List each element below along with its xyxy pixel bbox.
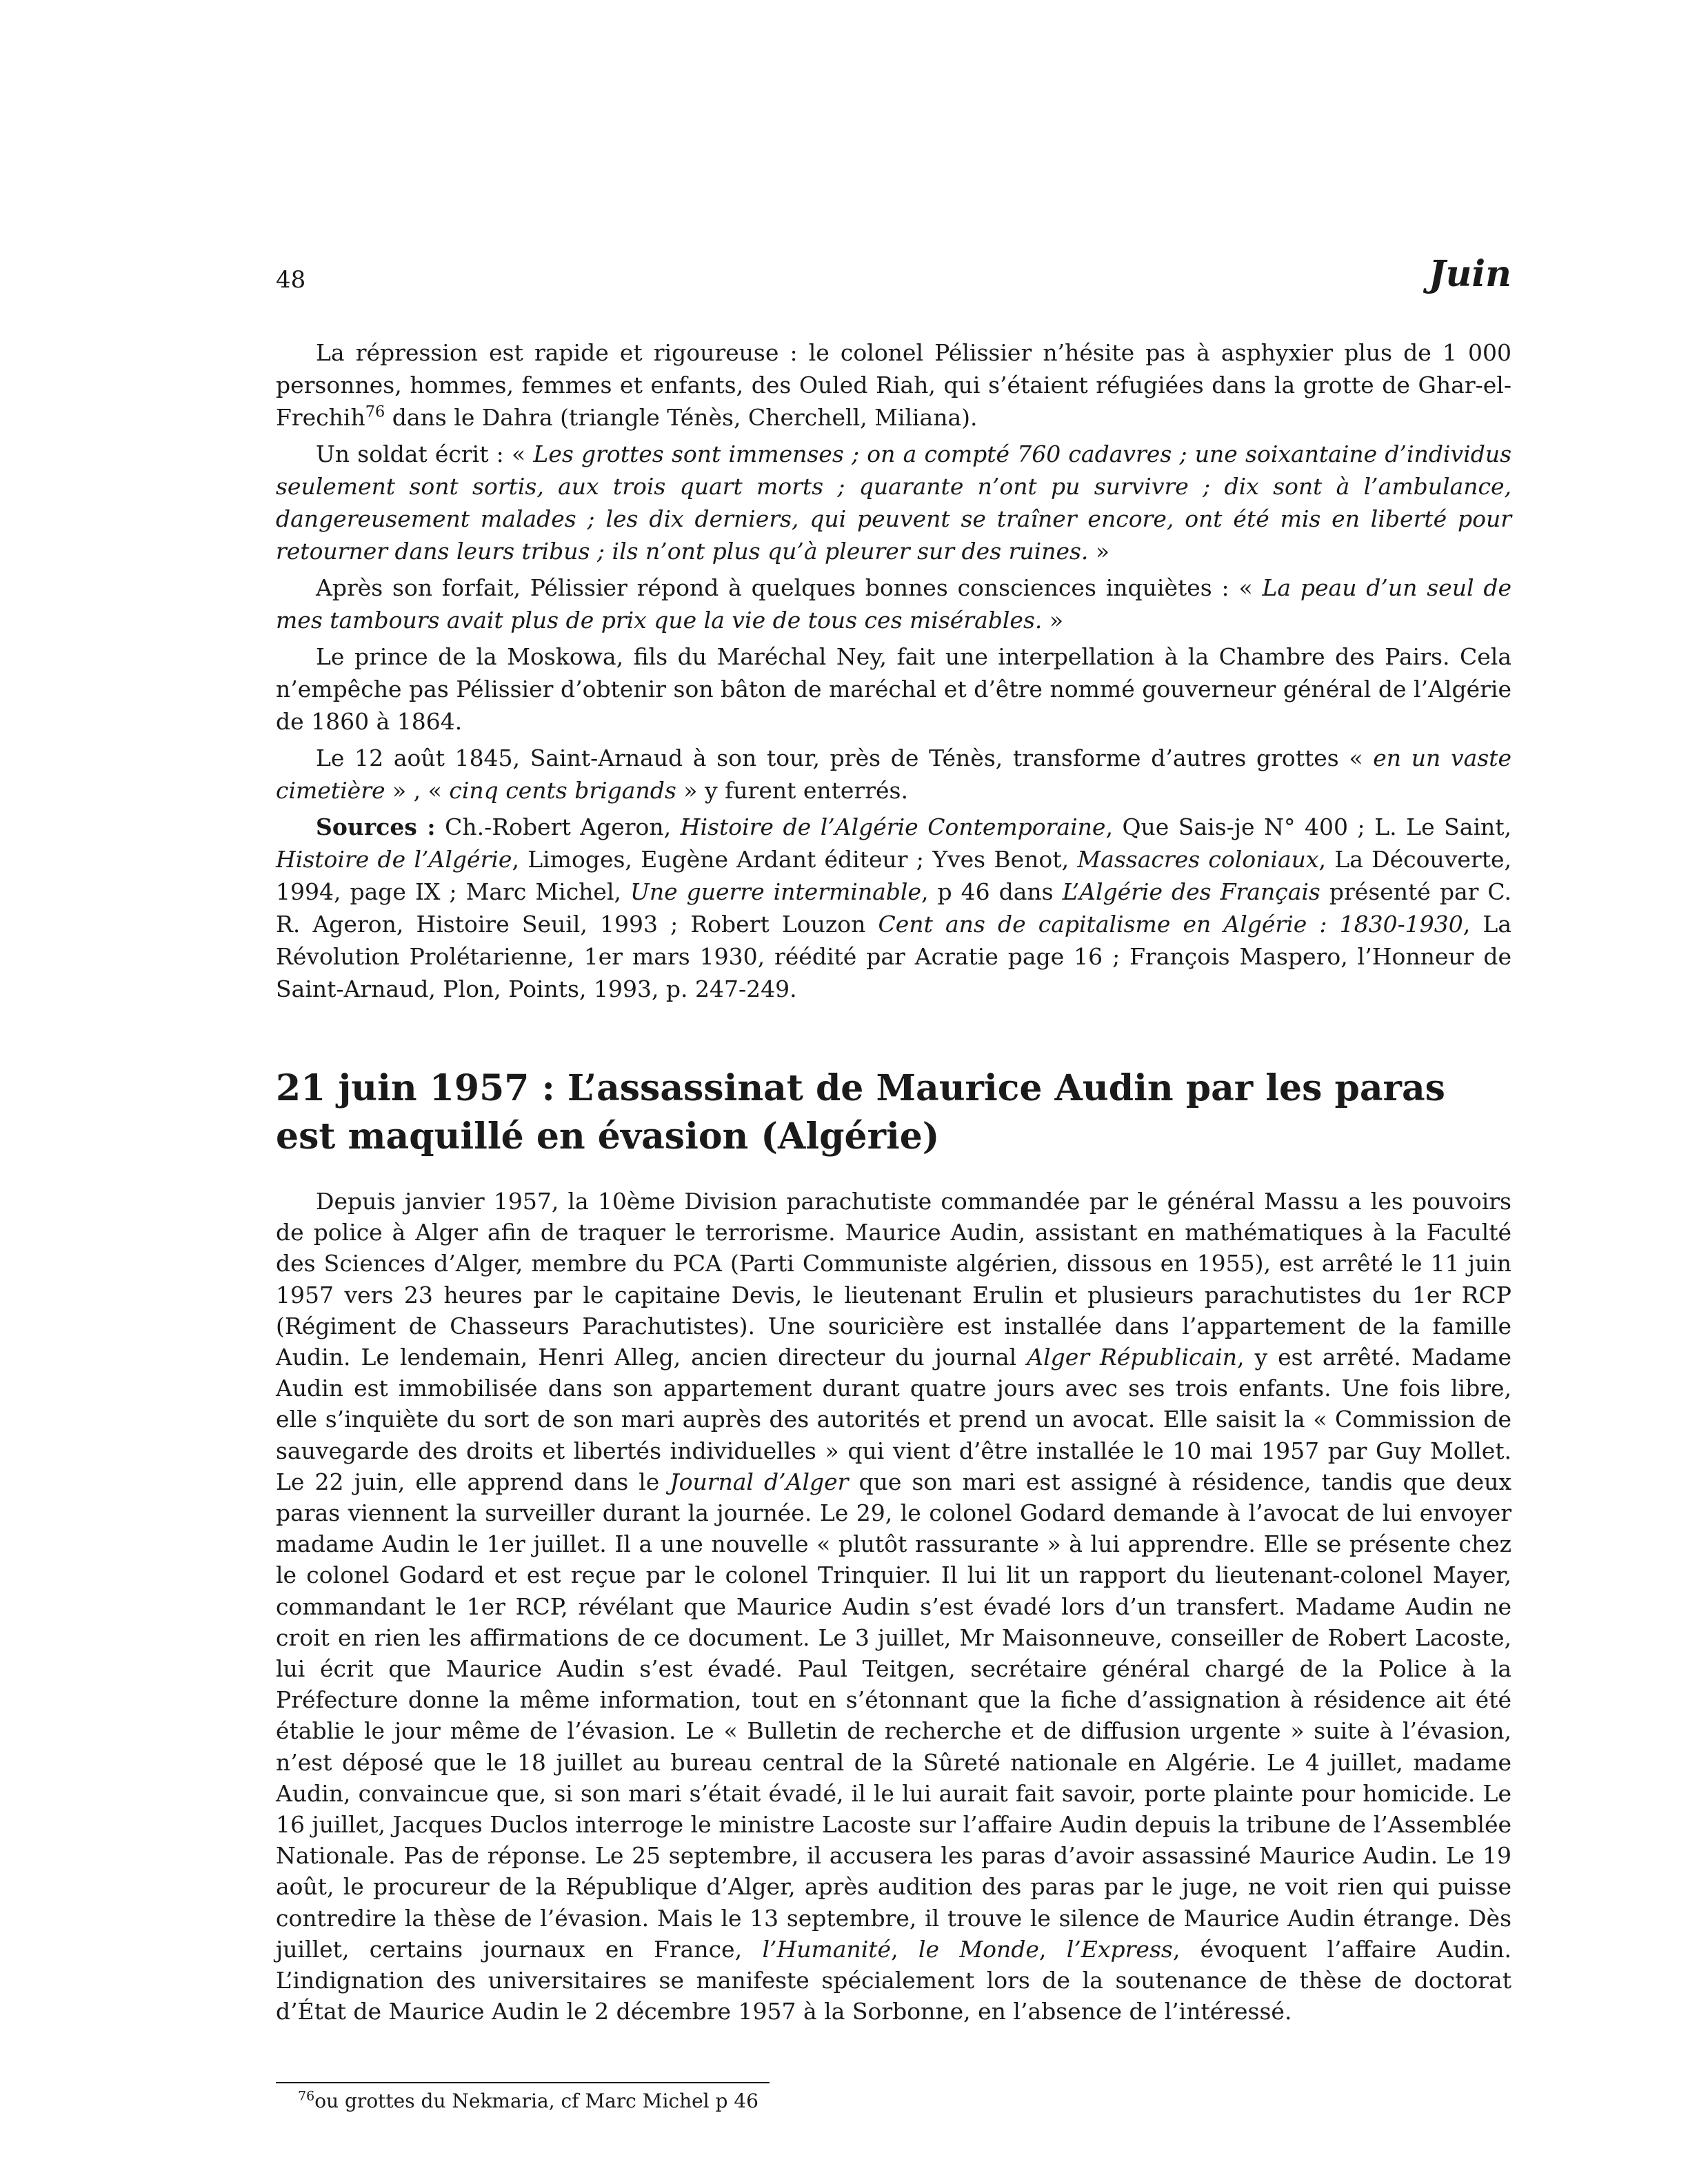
section-body-1	[276, 336, 1511, 1009]
page-number: 48	[276, 266, 306, 294]
paragraph-saint-arnaud: Le 12 août 1845, Saint-Arnaud à son tour, près de Ténès, transforme d’autres grottes « en un vaste cimetière » , « cinq cents brigands » y furent enterrés.	[276, 745, 1511, 804]
quote-text: La peau d’un seul de mes tambours avait plus de prix que la vie de tous ces misérables.	[276, 574, 1511, 634]
quote-text: Les grottes sont immenses ; on a compté 760 cadavres ; une soixantaine d’individus seulement sont sortis, aux trois quart morts ; quarante n’ont pu survivre ; dix sont à l’ambulance, dangereusement malades ; les dix derniers, qui peuvent se traîner encore, ont été mis en liberté pour retourner dans leurs tribus ; ils n’ont plus qu’à pleurer sur des ruines.	[276, 441, 1512, 565]
sources-label: Sources :	[316, 813, 436, 840]
paragraph-audin: Depuis janvier 1957, la 10ème Division parachutiste commandée par le général Massu a les pouvoirs de police à Alger afin de traquer le terrorisme. Maurice Audin, assistant en mathématiques à la Faculté des Sciences d’Alger, membre du PCA (Parti Communiste algérien, dissous en 1955), est arrêté le 11 juin 1957 vers 23 heures par le capitaine Devis, le lieutenant Erulin et plusieurs parachutistes du 1er RCP (Régiment de Chasseurs Parachutistes). Une souricière est installée dans l’appartement de la famille Audin. Le lendemain, Henri Alleg, ancien directeur du journal Alger Républicain, y est arrêté. Madame Audin est immobilisée dans son appartement durant quatre jours avec ses trois enfants. Une fois libre, elle s’inquiète du sort de son mari auprès des autorités et prend un avocat. Elle saisit la « Commission de sauvegarde des droits et libertés individuelles » qui vient d’être installée le 10 mai 1957 par Guy Mollet. Le 22 juin, elle apprend dans le Journal d’Alger que son mari est assigné à résidence, tandis que deux paras viennent la surveiller durant la journée. Le 29, le colonel Godard demande à l’avocat de lui envoyer madame Audin le 1er juillet. Il a une nouvelle « plutôt rassurante » à lui apprendre. Elle se présente chez le colonel Godard et est reçue par le colonel Trinquier. Il lui lit un rapport du lieutenant-colonel Mayer, commandant le 1er RCP, révélant que Maurice Audin s’est évadé lors d’un transfert. Madame Audin ne croit en rien les affirmations de ce document. Le 3 juillet, Mr Maisonneuve, conseiller de Robert Lacoste, lui écrit que Maurice Audin s’est évadé. Paul Teitgen, secrétaire général chargé de la Police à la Préfecture donne la même information, tout en s’étonnant que la fiche d’assignation à résidence ait été établie le jour même de l’évasion. Le « Bulletin de recherche et de diffusion urgente » suite à l’évasion, n’est déposé que le 18 juillet au bureau central de la Sûreté nationale en Algérie. Le 4 juillet, madame Audin, convaincue que, si son mari s’était évadé, il le lui aurait fait savoir, porte plainte pour homicide. Le 16 juillet, Jacques Duclos interroge le ministre Lacoste sur l’affaire Audin depuis la tribune de l’Assemblée Nationale. Pas de réponse. Le 25 septembre, il accusera les paras d’avoir assassiné Maurice Audin. Le 19 août, le procureur de la République d’Alger, après audition des paras par le juge, ne voit rien qui puisse contredire la thèse de l’évasion. Mais le 13 septembre, il trouve le silence de Maurice Audin étrange. Dès juillet, certains journaux en France, l’Humanité, le Monde, l’Express, évoquent l’affaire Audin. L’indignation des universitaires se manifeste spécialement lors de la soutenance de thèse de doctorat d’État de Maurice Audin le 2 décembre 1957 à la Sorbonne, en l’absence de l’intéressé.	[276, 1188, 1512, 2025]
footnote-text: ou grottes du Nekmaria, cf Marc Michel p 46	[314, 2090, 758, 2112]
paragraph-moskowa: Le prince de la Moskowa, fils du Maréchal Ney, fait une interpellation à la Chambre des Pairs. Cela n’empêche pas Pélissier d’obtenir son bâton de maréchal et d’être nommé gouverneur général de l’Algérie de 1860 à 1864.	[276, 643, 1511, 735]
section-heading: 21 juin 1957 : L’assassinat de Maurice Audin par les paras est maquillé en évasion (Algérie)	[276, 1067, 1445, 1157]
paragraph-repression: La répression est rapide et rigoureuse : le colonel Pélissier n’hésite pas à asphyxier plus de 1 000 personnes, hommes, femmes et enfants, des Ouled Riah, qui s’étaient réfugiées dans la grotte de Ghar-el-Frechih$^{76}$ dans le Dahra (triangle Ténès, Cherchell, Miliana).	[276, 339, 1511, 431]
footnote-rule	[276, 2082, 770, 2083]
paragraph-pelissier-quote: Après son forfait, Pélissier répond à quelques bonnes consciences inquiètes : « La peau d’un seul de mes tambours avait plus de prix que la vie de tous ces misérables. »	[276, 574, 1511, 634]
footnote-reference: 76	[365, 403, 385, 421]
running-title: Juin	[1429, 253, 1511, 295]
footnote-mark: 76	[298, 2088, 315, 2104]
section-body-2	[276, 1186, 1511, 2027]
footnote	[298, 2089, 758, 2114]
paragraph-soldier-quote: Un soldat écrit : « Les grottes sont immenses ; on a compté 760 cadavres ; une soixantaine d’individus seulement sont sortis, aux trois quart morts ; quarante n’ont pu survivre ; dix sont à l’ambulance, dangereusement malades ; les dix derniers, qui peuvent se traîner encore, ont été mis en liberté pour retourner dans leurs tribus ; ils n’ont plus qu’à pleurer sur des ruines. »	[276, 441, 1512, 565]
paragraph-sources: Sources : Ch.-Robert Ageron, Histoire de l’Algérie Contemporaine, Que Sais-je N° 400 ; L. Le Saint, Histoire de l’Algérie, Limoges, Eugène Ardant éditeur ; Yves Benot, Massacres coloniaux, La Découverte, 1994, page IX ; Marc Michel, Une guerre interminable, p 46 dans L’Algérie des Français présenté par C. R. Ageron, Histoire Seuil, 1993 ; Robert Louzon Cent ans de capitalisme en Algérie : 1830-1930, La Révolution Prolétarienne, 1er mars 1930, réédité par Acratie page 16 ; François Maspero, l’Honneur de Saint-Arnaud, Plon, Points, 1993, p. 247-249.	[276, 813, 1512, 1002]
